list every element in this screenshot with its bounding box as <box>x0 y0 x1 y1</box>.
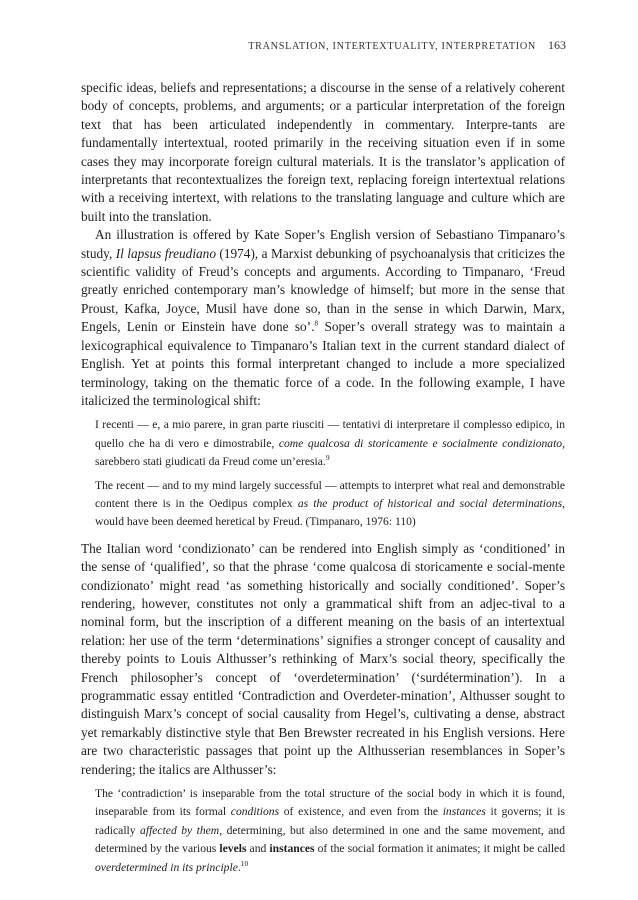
quote-english-text-a: The recent — and to my mind largely successful — attempts to interpret what real and demonstrable content there is in the Oedipus complex <box>95 478 565 510</box>
paragraph-2 <box>81 226 565 410</box>
quote-althusser-text-a: The ‘contradiction’ is inseparable from the total structure of the social body in which it is found, inseparable from its formal <box>95 787 565 819</box>
quote-english-text-b: , would have been deemed heretical by Freud. (Timpanaro, 1976: 110) <box>95 496 565 529</box>
quote-english <box>95 477 565 532</box>
paragraph-2-text-b: (1974), a Marxist debunking of psychoanalysis that criticizes the scientific validity of Freud’s concepts and arguments. According to Timpanaro, ‘Freud greatly enriched contemporary man’s knowledge of himself; but more in the sense that Proust, Kafka, Joyce, Musil have done so, than in the sense in which Darwin, Marx, Engels, Lenin or Einstein have done so’. <box>81 245 565 335</box>
quote-althusser-text-e: and <box>246 842 270 856</box>
quote-italian-italic: come qualcosa di storicamente e socialmente condizionato <box>278 436 563 450</box>
quote-althusser-text-d: , determining, but also determined in one and the same movement, and determined by the various <box>95 823 565 856</box>
footnote-ref-8[interactable]: 8 <box>314 318 319 328</box>
quote-althusser-text-g: . <box>237 860 241 874</box>
quote-italian-text-a: I recenti — e, a mio parere, in gran parte riusciti — tentativi di interpretare il complesso edipico, in quello che ha di vero e dimostrabile, <box>95 418 565 450</box>
quote-althusser-text-b: of existence, and even from the <box>279 805 443 819</box>
block-quote-1 <box>95 416 565 531</box>
paragraph-2-text-a: An illustration is offered by Kate Soper’s English version of Sebastiano Timpanaro’s study, <box>81 227 565 261</box>
paragraph-1: specific ideas, beliefs and representations; a discourse in the sense of a relatively coherent body of concepts, problems, and arguments; or a particular interpretation of the foreign text that has been articulated independently in commentary. Interpre-tants are fundamentally intertextual, rooted primarily in the receiving situation even if in some cases they may incorporate foreign cultural materials. It is the translator’s application of interpretants that recontextualizes the foreign text, replacing foreign intertextual relations with a receiving intertext, with relations to the translating language and culture which are built into the translation. <box>81 80 565 224</box>
quote-althusser-text-f: of the social formation it animates; it might be called <box>314 842 565 856</box>
quote-althusser-italic-2: instances <box>442 805 486 819</box>
quote-althusser-bold-2: instances <box>269 842 315 856</box>
running-header <box>248 38 566 53</box>
quote-althusser-italic-1: conditions <box>230 805 280 819</box>
paragraph-2-text-c: Soper’s overall strategy was to maintain a lexicographical equivalence to Timpanaro’s Italian text in the current standard dialect of English. Yet at points this formal interpretant changed to include a more specialized terminology, taking on the thematic force of a code. In the following example, I have italicized the terminological shift: <box>81 319 565 408</box>
quote-italian-text-b: , sarebbero stati giudicati da Freud come un’eresia. <box>95 436 566 469</box>
block-quote-2 <box>95 785 565 877</box>
quote-althusser <box>95 785 565 877</box>
quote-english-italic: as the product of historical and social determinations <box>297 496 563 510</box>
footnote-ref-10[interactable]: 10 <box>240 858 249 868</box>
page-body <box>81 79 565 883</box>
paragraph-3: The Italian word ‘condizionato’ can be rendered into English simply as ‘conditioned’ in the sense of ‘qualified’, so that the phrase ‘come qualcosa di storicamente e social-mente condizionato’ might read ‘as something historically and socially conditioned’. Soper’s rendering, however, constitutes not only a grammatical shift from an adjec-tival to a nominal form, but the inscription of a different meaning on the basis of an intertextual relation: her use of the term ‘determinations’ signifies a stronger concept of causality and thereby points to Louis Althusser’s rethinking of Marx’s social theory, specifically the French philosopher’s concept of ‘overdetermination’ (‘surdétermination’). In a programmatic essay entitled ‘Contradiction and Overdeter-mination’, Althusser sought to distinguish Marx’s concept of social causality from Hegel’s, cultivating a dense, abstract yet remarkably distinctive style that Ben Brewster recreated in his English versions. Here are two characteristic passages that point up the Althusserian resemblances in Soper’s rendering; the italics are Althusser’s: <box>81 540 565 777</box>
book-title: Il lapsus freudiano <box>115 245 216 261</box>
quote-althusser-bold-1: levels <box>219 842 247 856</box>
quote-althusser-text-c: it governs; it is radically <box>95 805 565 837</box>
quote-althusser-italic-4: overdetermined in its principle <box>95 860 238 874</box>
footnote-ref-9[interactable]: 9 <box>325 453 330 463</box>
running-title: TRANSLATION, INTERTEXTUALITY, INTERPRETATION <box>248 41 536 52</box>
quote-italian <box>95 416 565 471</box>
page-number: 163 <box>548 38 566 52</box>
quote-althusser-italic-3: affected by them <box>140 823 220 837</box>
